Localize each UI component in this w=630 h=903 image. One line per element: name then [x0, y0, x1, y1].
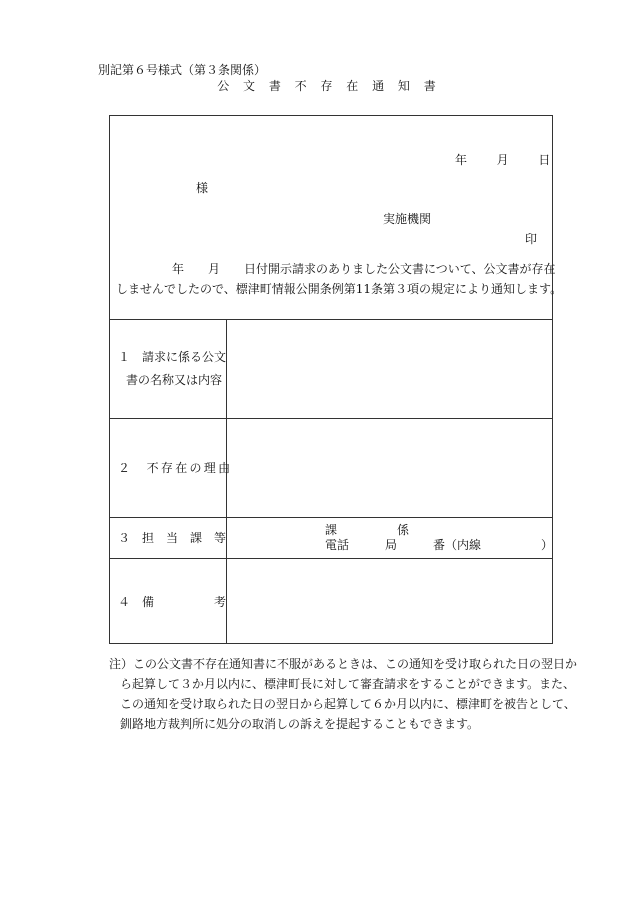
- date-year: 年: [455, 153, 468, 167]
- note-line1: 注）この公文書不存在通知書に不服があるときは、この通知を受け取られた日の翌日か: [109, 657, 578, 671]
- date-month: 月: [496, 153, 509, 167]
- item3-phone-line: 電話 局 番（内線 ）: [325, 538, 554, 552]
- note-line4: 釧路地方裁判所に処分の取消しの訴えを提起することもできます。: [120, 717, 480, 731]
- note-line2: ら起算して３か月以内に、標津町長に対して審査請求をすることができます。また、: [120, 677, 576, 691]
- date-line: [455, 154, 550, 166]
- table-divider: [109, 517, 553, 518]
- item3-section-line: 課 係: [325, 523, 410, 537]
- table-divider: [109, 319, 553, 320]
- item2-label: ２ 不存在の理由: [118, 461, 233, 475]
- item4-label: ４ 備 考: [118, 595, 227, 609]
- item3-label: ３ 担 当 課 等: [118, 531, 227, 545]
- table-divider: [109, 418, 553, 419]
- item1-label-line2: 書の名称又は内容: [126, 373, 223, 387]
- item1-label-line1: １ 請求に係る公文: [118, 350, 227, 364]
- table-divider: [109, 558, 553, 559]
- table-column-divider: [226, 319, 227, 644]
- note-line3: この通知を受け取られた日の翌日から起算して６か月以内に、標津町を被告として、: [120, 697, 576, 711]
- intro-text-line2: しませんでしたので、標津町情報公開条例第11条第３項の規定により通知します。: [116, 282, 563, 296]
- intro-text-line1: 年 月 日付開示請求のありました公文書について、公文書が存在: [172, 262, 556, 276]
- agency-label: 実施機関: [383, 212, 432, 226]
- seal-mark: 印: [525, 232, 538, 246]
- addressee: 様: [196, 181, 209, 195]
- document-title: 公 文 書 不 存 在 通 知 書: [217, 79, 441, 93]
- form-label: 別記第６号様式（第３条関係）: [98, 63, 267, 77]
- date-day: 日: [538, 153, 551, 167]
